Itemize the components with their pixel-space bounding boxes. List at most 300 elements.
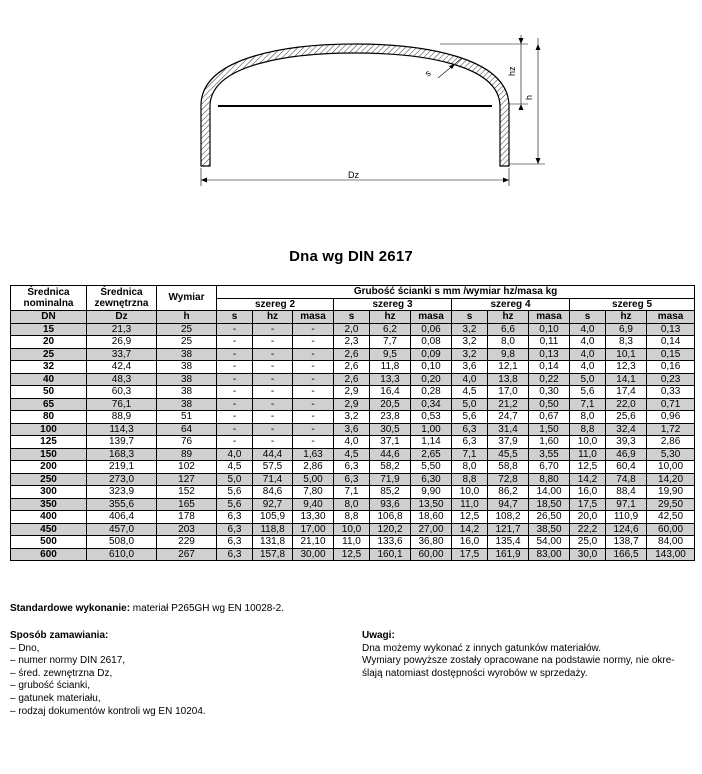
table-cell: 133,6 xyxy=(370,536,411,549)
table-cell: 4,5 xyxy=(452,386,488,399)
table-cell: - xyxy=(253,336,293,349)
table-cell: - xyxy=(253,373,293,386)
table-cell: 127 xyxy=(157,473,217,486)
table-row xyxy=(11,473,695,486)
table-cell: 12,5 xyxy=(452,511,488,524)
notes-line: ślają natomiast dostępności wyrobów w sprzedaży. xyxy=(362,667,588,679)
table-cell: - xyxy=(217,423,253,436)
table-cell: 6,9 xyxy=(606,323,647,336)
dn-cell: 400 xyxy=(11,511,87,524)
table-cell: 4,0 xyxy=(570,336,606,349)
dn-cell: 20 xyxy=(11,336,87,349)
table-cell: 157,8 xyxy=(253,548,293,561)
notes-section xyxy=(362,630,697,680)
dn-cell: 500 xyxy=(11,536,87,549)
table-cell: 0,16 xyxy=(647,361,695,374)
header-szereg-4: szereg 4 xyxy=(452,298,570,311)
notes-title: Uwagi: xyxy=(362,630,395,641)
table-cell: 38 xyxy=(157,361,217,374)
table-row xyxy=(11,361,695,374)
table-cell: 71,4 xyxy=(253,473,293,486)
table-row xyxy=(11,373,695,386)
subheader-masa: masa xyxy=(529,311,570,324)
table-cell: 17,0 xyxy=(488,386,529,399)
table-cell: - xyxy=(293,386,334,399)
table-cell: 26,50 xyxy=(529,511,570,524)
table-cell: - xyxy=(253,411,293,424)
table-cell: 10,1 xyxy=(606,348,647,361)
table-row xyxy=(11,461,695,474)
table-cell: 12,1 xyxy=(488,361,529,374)
table-cell: 22,2 xyxy=(570,523,606,536)
table-cell: 12,5 xyxy=(570,461,606,474)
table-cell: 45,5 xyxy=(488,448,529,461)
table-cell: 4,0 xyxy=(452,373,488,386)
table-cell: 4,0 xyxy=(570,361,606,374)
table-cell: 92,7 xyxy=(253,498,293,511)
table-cell: 38 xyxy=(157,386,217,399)
table-cell: 26,9 xyxy=(87,336,157,349)
table-cell: 72,8 xyxy=(488,473,529,486)
notes-line: Dna możemy wykonać z innych gatunków materiałów. xyxy=(362,642,601,654)
table-cell: - xyxy=(293,348,334,361)
table-cell: 7,80 xyxy=(293,486,334,499)
table-cell: 0,11 xyxy=(529,336,570,349)
table-cell: 12,5 xyxy=(334,548,370,561)
table-cell: 323,9 xyxy=(87,486,157,499)
table-cell: - xyxy=(253,386,293,399)
table-cell: 9,90 xyxy=(411,486,452,499)
table-cell: 13,50 xyxy=(411,498,452,511)
table-cell: 4,0 xyxy=(217,448,253,461)
table-cell: 6,30 xyxy=(411,473,452,486)
header-szereg-5: szereg 5 xyxy=(570,298,695,311)
table-cell: 5,50 xyxy=(411,461,452,474)
table-cell: 8,3 xyxy=(606,336,647,349)
table-cell: 1,60 xyxy=(529,436,570,449)
table-cell: 0,20 xyxy=(411,373,452,386)
table-row xyxy=(11,511,695,524)
table-cell: - xyxy=(217,411,253,424)
table-cell: 1,50 xyxy=(529,423,570,436)
ordering-item: – grubość ścianki, xyxy=(10,680,91,692)
dn-cell: 50 xyxy=(11,386,87,399)
notes-line: Wymiary powyższe zostały opracowane na podstawie normy, nie okre- xyxy=(362,655,675,667)
table-cell: 71,9 xyxy=(370,473,411,486)
table-cell: 11,0 xyxy=(570,448,606,461)
table-cell: 2,3 xyxy=(334,336,370,349)
table-cell: 0,13 xyxy=(647,323,695,336)
ordering-section xyxy=(10,630,340,718)
ordering-item: – Dno, xyxy=(10,642,40,654)
table-cell: 2,0 xyxy=(334,323,370,336)
subheader-s: s xyxy=(452,311,488,324)
label-hz: hz xyxy=(507,66,517,76)
table-body xyxy=(11,323,695,561)
table-cell: 17,5 xyxy=(452,548,488,561)
table-cell: 4,0 xyxy=(570,348,606,361)
subheader-hz: hz xyxy=(370,311,411,324)
table-cell: 166,5 xyxy=(606,548,647,561)
table-cell: - xyxy=(293,436,334,449)
table-cell: 6,3 xyxy=(334,473,370,486)
table-cell: 114,3 xyxy=(87,423,157,436)
table-cell: 10,0 xyxy=(334,523,370,536)
table-cell: 2,86 xyxy=(293,461,334,474)
table-cell: 3,2 xyxy=(452,336,488,349)
table-cell: - xyxy=(217,361,253,374)
table-cell: 18,60 xyxy=(411,511,452,524)
table-cell: 14,00 xyxy=(529,486,570,499)
table-cell: 0,71 xyxy=(647,398,695,411)
table-cell: 1,63 xyxy=(293,448,334,461)
table-cell: 44,6 xyxy=(370,448,411,461)
table-cell: 29,50 xyxy=(647,498,695,511)
table-cell: 33,7 xyxy=(87,348,157,361)
table-cell: - xyxy=(293,398,334,411)
table-cell: 0,23 xyxy=(647,373,695,386)
subheader-h: h xyxy=(157,311,217,324)
label-dz: Dz xyxy=(348,170,359,180)
table-cell: 2,6 xyxy=(334,373,370,386)
table-cell: 10,00 xyxy=(647,461,695,474)
table-cell: 0,50 xyxy=(529,398,570,411)
table-cell: 2,6 xyxy=(334,361,370,374)
dn-cell: 32 xyxy=(11,361,87,374)
subheader-hz: hz xyxy=(488,311,529,324)
table-cell: 0,14 xyxy=(647,336,695,349)
header-srednica-zewnetrzna: Średnica zewnętrzna xyxy=(87,286,157,311)
table-cell: 14,2 xyxy=(452,523,488,536)
table-cell: 0,10 xyxy=(529,323,570,336)
table-cell: 97,1 xyxy=(606,498,647,511)
table-cell: 5,6 xyxy=(217,486,253,499)
table-cell: 610,0 xyxy=(87,548,157,561)
table-cell: 143,00 xyxy=(647,548,695,561)
subheader-hz: hz xyxy=(253,311,293,324)
table-cell: 120,2 xyxy=(370,523,411,536)
table-cell: 8,0 xyxy=(334,498,370,511)
table-cell: 7,1 xyxy=(452,448,488,461)
table-cell: 1,00 xyxy=(411,423,452,436)
table-cell: 13,8 xyxy=(488,373,529,386)
table-cell: 6,6 xyxy=(488,323,529,336)
standard-label: Standardowe wykonanie: xyxy=(10,603,131,614)
table-cell: 5,0 xyxy=(217,473,253,486)
table-cell: - xyxy=(253,323,293,336)
table-cell: 6,3 xyxy=(217,511,253,524)
table-row xyxy=(11,386,695,399)
table-cell: 16,4 xyxy=(370,386,411,399)
table-cell: 406,4 xyxy=(87,511,157,524)
table-cell: 0,09 xyxy=(411,348,452,361)
table-cell: 9,40 xyxy=(293,498,334,511)
dn-cell: 250 xyxy=(11,473,87,486)
table-cell: - xyxy=(217,386,253,399)
table-cell: 131,8 xyxy=(253,536,293,549)
dn-cell: 300 xyxy=(11,486,87,499)
table-row xyxy=(11,498,695,511)
table-cell: 108,2 xyxy=(488,511,529,524)
table-cell: 64 xyxy=(157,423,217,436)
table-cell: 38,50 xyxy=(529,523,570,536)
table-cell: 46,9 xyxy=(606,448,647,461)
table-row xyxy=(11,348,695,361)
dn-cell: 15 xyxy=(11,323,87,336)
table-cell: 74,8 xyxy=(606,473,647,486)
table-cell: 508,0 xyxy=(87,536,157,549)
table-cell: 121,7 xyxy=(488,523,529,536)
table-cell: 0,22 xyxy=(529,373,570,386)
table-cell: 5,6 xyxy=(452,411,488,424)
table-cell: 60,00 xyxy=(411,548,452,561)
table-cell: 21,3 xyxy=(87,323,157,336)
table-cell: 38 xyxy=(157,398,217,411)
dn-cell: 25 xyxy=(11,348,87,361)
table-cell: 0,67 xyxy=(529,411,570,424)
table-cell: 4,0 xyxy=(570,323,606,336)
table-cell: 6,3 xyxy=(217,548,253,561)
table-cell: 4,5 xyxy=(217,461,253,474)
page-title: Dna wg DIN 2617 xyxy=(289,248,413,265)
table-cell: 20,5 xyxy=(370,398,411,411)
dn-cell: 40 xyxy=(11,373,87,386)
table-cell: 94,7 xyxy=(488,498,529,511)
table-cell: - xyxy=(253,436,293,449)
table-cell: 30,5 xyxy=(370,423,411,436)
header-srednica-nominalna: Średnica nominalna xyxy=(11,286,87,311)
table-cell: - xyxy=(293,423,334,436)
subheader-dz: Dz xyxy=(87,311,157,324)
ordering-item: – śred. zewnętrzna Dz, xyxy=(10,667,113,679)
header-szereg-3: szereg 3 xyxy=(334,298,452,311)
table-cell: 0,06 xyxy=(411,323,452,336)
table-cell: 165 xyxy=(157,498,217,511)
table-cell: 3,2 xyxy=(452,323,488,336)
table-cell: 23,8 xyxy=(370,411,411,424)
ordering-title: Sposób zamawiania: xyxy=(10,630,109,641)
table-cell: 0,28 xyxy=(411,386,452,399)
table-cell: 4,5 xyxy=(334,448,370,461)
table-cell: 13,30 xyxy=(293,511,334,524)
ordering-item: – rodzaj dokumentów kontroli wg EN 10204. xyxy=(10,705,206,717)
table-cell: 106,8 xyxy=(370,511,411,524)
table-cell: 0,08 xyxy=(411,336,452,349)
table-cell: 2,9 xyxy=(334,386,370,399)
table-cell: - xyxy=(217,336,253,349)
table-cell: 0,33 xyxy=(647,386,695,399)
table-cell: 16,0 xyxy=(570,486,606,499)
table-cell: 1,72 xyxy=(647,423,695,436)
table-cell: 0,10 xyxy=(411,361,452,374)
table-cell: 0,14 xyxy=(529,361,570,374)
table-cell: 178 xyxy=(157,511,217,524)
table-cell: 6,2 xyxy=(370,323,411,336)
table-row xyxy=(11,323,695,336)
table-cell: 5,0 xyxy=(452,398,488,411)
table-cell: 5,0 xyxy=(570,373,606,386)
table-cell: 85,2 xyxy=(370,486,411,499)
table-cell: 9,5 xyxy=(370,348,411,361)
table-row xyxy=(11,548,695,561)
table-cell: 5,00 xyxy=(293,473,334,486)
table-cell: - xyxy=(217,373,253,386)
table-cell: - xyxy=(217,348,253,361)
table-cell: 31,4 xyxy=(488,423,529,436)
table-row xyxy=(11,398,695,411)
table-cell: 51 xyxy=(157,411,217,424)
table-cell: 0,13 xyxy=(529,348,570,361)
table-cell: 102 xyxy=(157,461,217,474)
table-cell: 5,6 xyxy=(217,498,253,511)
table-cell: 6,70 xyxy=(529,461,570,474)
dn-cell: 80 xyxy=(11,411,87,424)
table-cell: 14,2 xyxy=(570,473,606,486)
table-cell: 0,34 xyxy=(411,398,452,411)
table-cell: 4,0 xyxy=(334,436,370,449)
table-cell: 6,3 xyxy=(452,423,488,436)
table-cell: 24,7 xyxy=(488,411,529,424)
table-cell: 160,1 xyxy=(370,548,411,561)
table-cell: 124,6 xyxy=(606,523,647,536)
table-row xyxy=(11,486,695,499)
table-cell: 37,1 xyxy=(370,436,411,449)
subheader-masa: masa xyxy=(293,311,334,324)
table-cell: - xyxy=(253,398,293,411)
table-cell: 457,0 xyxy=(87,523,157,536)
table-cell: 229 xyxy=(157,536,217,549)
table-cell: 14,1 xyxy=(606,373,647,386)
table-cell: 7,1 xyxy=(570,398,606,411)
table-cell: 7,7 xyxy=(370,336,411,349)
table-cell: 25 xyxy=(157,323,217,336)
subheader-masa: masa xyxy=(647,311,695,324)
table-cell: 25,0 xyxy=(570,536,606,549)
table-cell: 3,6 xyxy=(334,423,370,436)
table-cell: 42,50 xyxy=(647,511,695,524)
table-cell: 203 xyxy=(157,523,217,536)
label-s: s xyxy=(422,67,433,79)
table-cell: 11,0 xyxy=(334,536,370,549)
subheader-s: s xyxy=(570,311,606,324)
table-cell: 138,7 xyxy=(606,536,647,549)
table-cell: 42,4 xyxy=(87,361,157,374)
table-cell: 139,7 xyxy=(87,436,157,449)
table-cell: 17,5 xyxy=(570,498,606,511)
table-row xyxy=(11,423,695,436)
table-cell: - xyxy=(217,436,253,449)
table-cell: 3,55 xyxy=(529,448,570,461)
table-cell: 161,9 xyxy=(488,548,529,561)
table-cell: 25,6 xyxy=(606,411,647,424)
header-szereg-2: szereg 2 xyxy=(217,298,334,311)
table-cell: 60,00 xyxy=(647,523,695,536)
table-cell: 135,4 xyxy=(488,536,529,549)
table-cell: 14,20 xyxy=(647,473,695,486)
table-cell: 2,9 xyxy=(334,398,370,411)
table-cell: - xyxy=(293,411,334,424)
table-cell: 25 xyxy=(157,336,217,349)
table-row xyxy=(11,411,695,424)
table-cell: 38 xyxy=(157,348,217,361)
table-cell: 32,4 xyxy=(606,423,647,436)
table-cell: 118,8 xyxy=(253,523,293,536)
table-cell: 88,9 xyxy=(87,411,157,424)
standard-note xyxy=(10,603,284,616)
table-cell: 6,3 xyxy=(217,523,253,536)
table-cell: 48,3 xyxy=(87,373,157,386)
table-cell: 355,6 xyxy=(87,498,157,511)
table-cell: 89 xyxy=(157,448,217,461)
table-cell: 54,00 xyxy=(529,536,570,549)
table-cell: 88,4 xyxy=(606,486,647,499)
dn-cell: 125 xyxy=(11,436,87,449)
table-cell: 57,5 xyxy=(253,461,293,474)
table-cell: 58,2 xyxy=(370,461,411,474)
subheader-s: s xyxy=(334,311,370,324)
table-cell: 19,90 xyxy=(647,486,695,499)
dn-cell: 450 xyxy=(11,523,87,536)
table-cell: 60,4 xyxy=(606,461,647,474)
table-cell: 16,0 xyxy=(452,536,488,549)
dish-head-drawing xyxy=(0,0,702,230)
table-cell: 37,9 xyxy=(488,436,529,449)
table-cell: 5,30 xyxy=(647,448,695,461)
table-cell: 0,96 xyxy=(647,411,695,424)
table-cell: 36,80 xyxy=(411,536,452,549)
table-row xyxy=(11,536,695,549)
table-cell: 11,8 xyxy=(370,361,411,374)
table-cell: 22,0 xyxy=(606,398,647,411)
header-wymiar: Wymiar xyxy=(157,286,217,311)
table-cell: 8,0 xyxy=(452,461,488,474)
label-h: h xyxy=(524,94,534,100)
table-cell: 2,6 xyxy=(334,348,370,361)
table-cell: 20,0 xyxy=(570,511,606,524)
table-cell: 6,3 xyxy=(217,536,253,549)
table-cell: 27,00 xyxy=(411,523,452,536)
table-cell: 219,1 xyxy=(87,461,157,474)
table-cell: - xyxy=(253,423,293,436)
table-cell: 8,8 xyxy=(570,423,606,436)
table-cell: 3,2 xyxy=(334,411,370,424)
table-cell: 8,80 xyxy=(529,473,570,486)
subheader-dn: DN xyxy=(11,311,87,324)
table-cell: 10,0 xyxy=(570,436,606,449)
table-cell: 21,10 xyxy=(293,536,334,549)
ordering-item: – numer normy DIN 2617, xyxy=(10,655,126,667)
table-cell: 6,3 xyxy=(452,436,488,449)
table-cell: - xyxy=(293,373,334,386)
table-cell: - xyxy=(253,348,293,361)
subheader-masa: masa xyxy=(411,311,452,324)
table-cell: 6,3 xyxy=(334,461,370,474)
table-cell: - xyxy=(253,361,293,374)
table-cell: 30,00 xyxy=(293,548,334,561)
table-cell: 21,2 xyxy=(488,398,529,411)
subheader-hz: hz xyxy=(606,311,647,324)
table-cell: 8,0 xyxy=(488,336,529,349)
table-cell: 110,9 xyxy=(606,511,647,524)
table-cell: 83,00 xyxy=(529,548,570,561)
table-row xyxy=(11,336,695,349)
table-cell: 76,1 xyxy=(87,398,157,411)
table-row xyxy=(11,448,695,461)
table-cell: 3,2 xyxy=(452,348,488,361)
table-cell: 3,6 xyxy=(452,361,488,374)
table-cell: 17,00 xyxy=(293,523,334,536)
table-cell: 60,3 xyxy=(87,386,157,399)
